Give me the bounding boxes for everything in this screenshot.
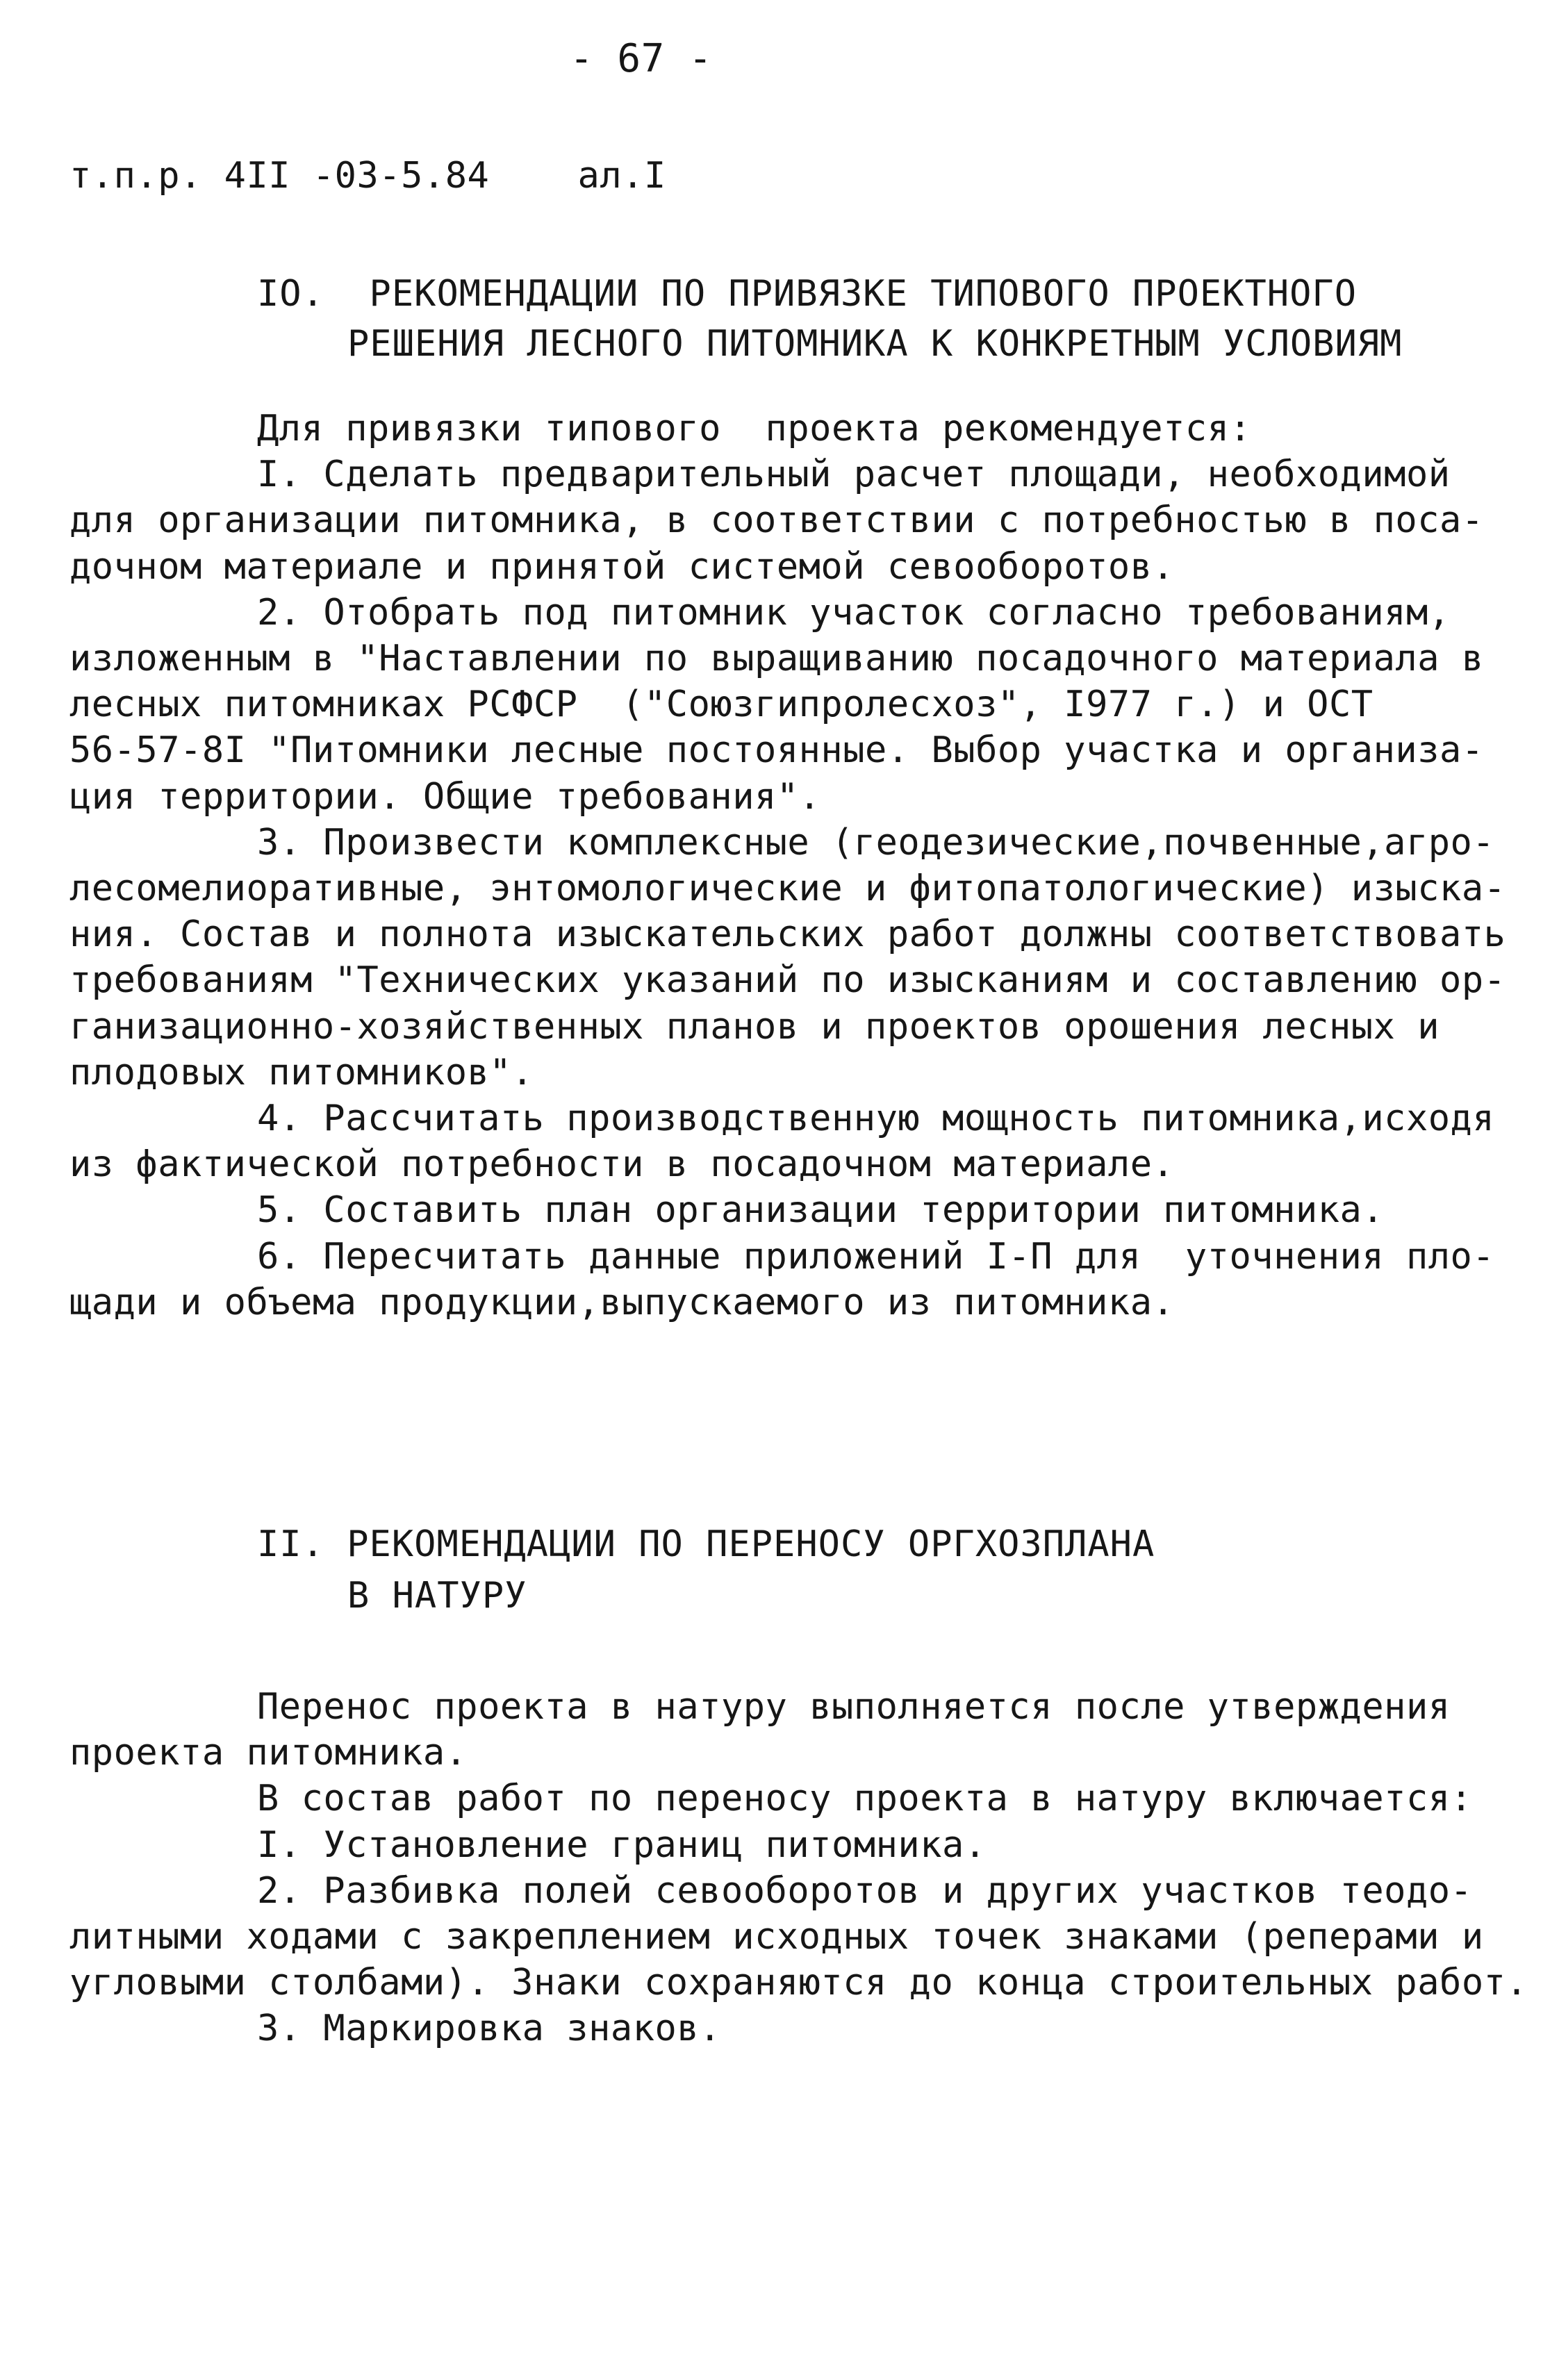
paragraph-line: плодовых питомников". <box>69 1052 534 1093</box>
paragraph-line: ганизационно-хозяйственных планов и проектов орошения лесных и <box>69 1006 1440 1048</box>
paragraph-line: 3. Произвести комплексные (геодезические,почвенные,агро- <box>257 822 1495 863</box>
section-10-title-line2: РЕШЕНИЯ ЛЕСНОГО ПИТОМНИКА К КОНКРЕТНЫМ УСЛОВИЯМ <box>347 323 1403 365</box>
paragraph-line: Перенос проекта в натуру выполняется после утверждения <box>257 1686 1451 1728</box>
paragraph-line: лесных питомниках РСФСР ("Союзгипролесхоз", I977 г.) и ОСТ <box>69 684 1374 725</box>
paragraph-line: угловыми столбами). Знаки сохраняются до конца строительных работ. <box>69 1962 1528 2003</box>
paragraph-line: из фактической потребности в посадочном материале. <box>69 1143 1175 1185</box>
section-11-title-line1: II. РЕКОМЕНДАЦИИ ПО ПЕРЕНОСУ ОРГХОЗПЛАНА <box>257 1523 1155 1565</box>
paragraph-line: ния. Состав и полнота изыскательских работ должны соответствовать <box>69 914 1506 955</box>
paragraph-line: для организации питомника, в соответствии с потребностью в поса- <box>69 499 1484 541</box>
document-code: т.п.р. 4II -03-5.84 ал.I <box>69 155 666 197</box>
paragraph-line: ция территории. Общие требования". <box>69 776 821 818</box>
paragraph-line: проекта питомника. <box>69 1732 468 1774</box>
paragraph-line: 56-57-8I "Питомники лесные постоянные. Выбор участка и организа- <box>69 729 1484 771</box>
paragraph-line: дочном материале и принятой системой севооборотов. <box>69 546 1175 588</box>
paragraph-line: 4. Рассчитать производственную мощность питомника,исходя <box>257 1098 1495 1139</box>
page-number: - 67 - <box>570 36 713 81</box>
paragraph-line: 3. Маркировка знаков. <box>257 2008 721 2049</box>
paragraph-line: изложенным в "Наставлении по выращиванию посадочного материала в <box>69 638 1484 679</box>
paragraph-line: I. Сделать предварительный расчет площади, необходимой <box>257 454 1451 495</box>
paragraph-line: 6. Пересчитать данные приложений I-П для уточнения пло- <box>257 1236 1495 1278</box>
paragraph-line: 2. Отобрать под питомник участок согласно требованиям, <box>257 592 1451 634</box>
paragraph-line: В состав работ по переносу проекта в натуру включается: <box>257 1778 1473 1819</box>
paragraph-line: лесомелиоративные, энтомологические и фитопатологические) изыска- <box>69 868 1506 909</box>
paragraph-line: 2. Разбивка полей севооборотов и других участков теодо- <box>257 1870 1473 1912</box>
section-10-title-line1: IO. РЕКОМЕНДАЦИИ ПО ПРИВЯЗКЕ ТИПОВОГО ПРОЕКТНОГО <box>257 273 1358 315</box>
paragraph-line: требованиям "Технических указаний по изысканиям и составлению ор- <box>69 959 1506 1001</box>
section-11-title-line2: В НАТУРУ <box>347 1575 527 1617</box>
paragraph-line: литными ходами с закреплением исходных точек знаками (реперами и <box>69 1916 1484 1958</box>
paragraph-line: Для привязки типового проекта рекомендуется: <box>257 408 1252 449</box>
paragraph-line: I. Установление границ питомника. <box>257 1824 987 1866</box>
paragraph-line: щади и объема продукции,выпускаемого из питомника. <box>69 1282 1175 1323</box>
paragraph-line: 5. Составить план организации территории питомника. <box>257 1189 1385 1231</box>
